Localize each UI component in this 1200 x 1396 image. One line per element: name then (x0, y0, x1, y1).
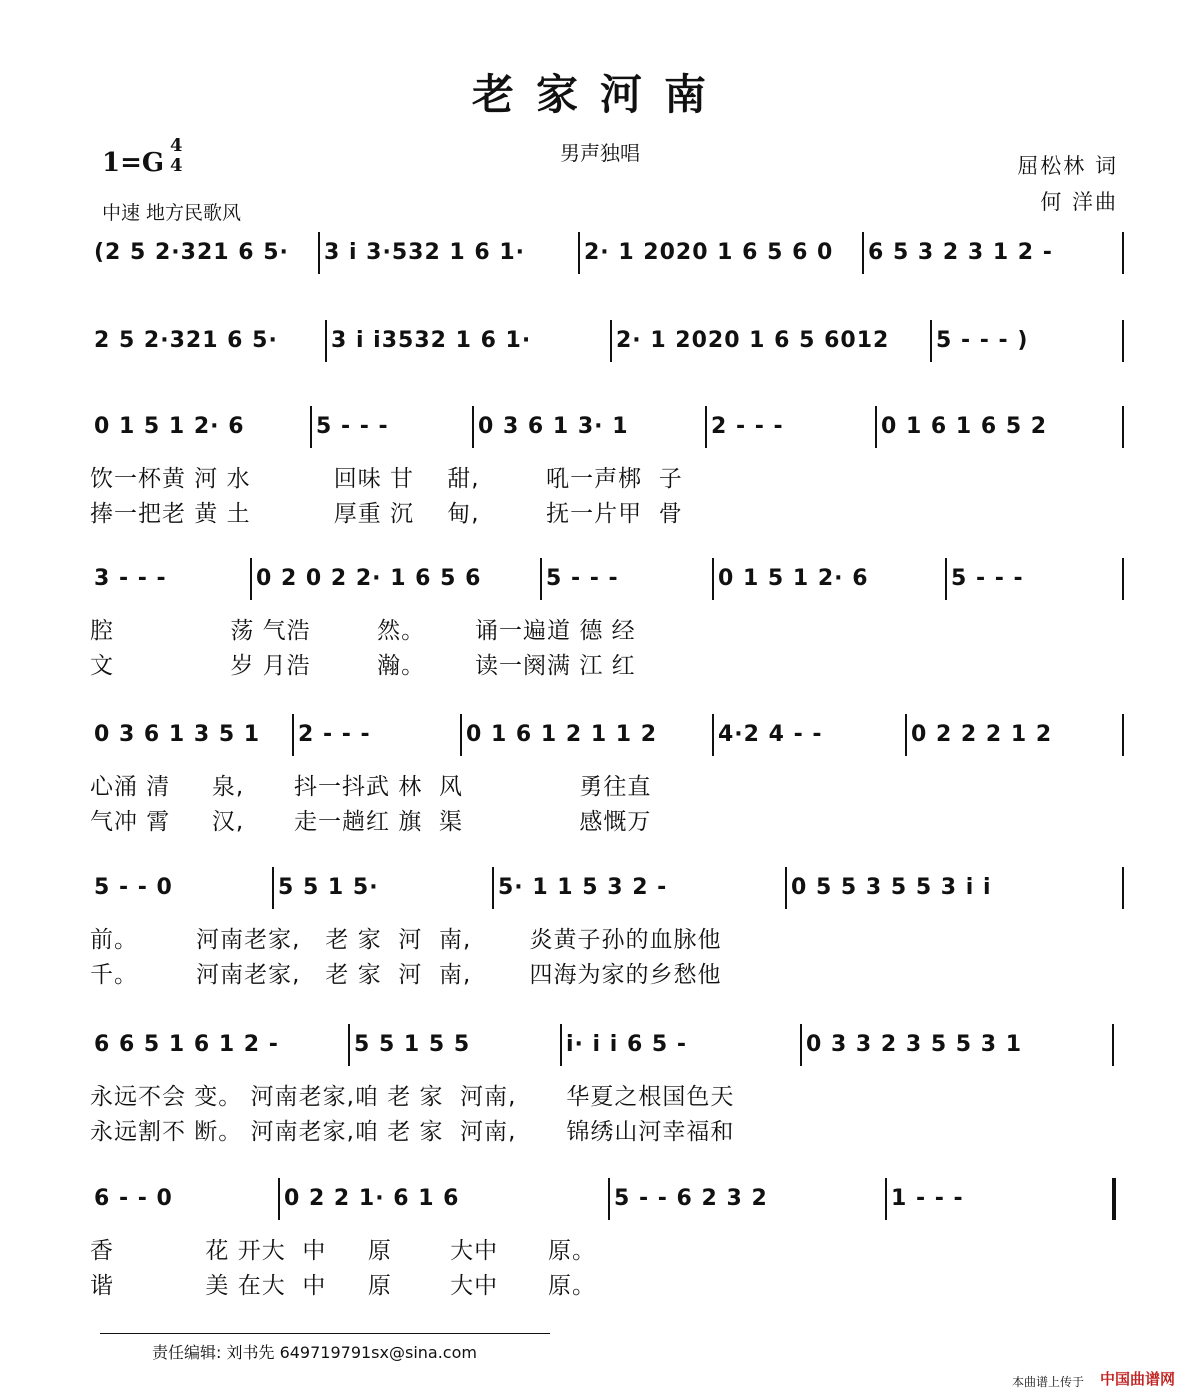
measure: 0 1 5 1 2· 6 (94, 414, 245, 439)
measure: 3 - - - (94, 566, 167, 591)
measure: 2 5 2·321 6 5· (94, 328, 278, 353)
measure: 2· 1 2020 1 6 5 6012 (616, 328, 890, 353)
time-signature (170, 136, 183, 176)
lyric-line: 心涌 清 泉, 抖一抖武 林 风 勇往直 (90, 774, 652, 800)
measure: 2 - - - (298, 722, 371, 747)
barline (492, 867, 494, 909)
barline (705, 406, 707, 448)
lyric-line: 香 花 开大 中 原 大中 原。 (90, 1238, 596, 1264)
tempo-marking: 中速 地方民歌风 (102, 202, 242, 224)
barline (905, 714, 907, 756)
barline (885, 1178, 887, 1220)
performance-type: 男声独唱 (560, 141, 640, 165)
barline (310, 406, 312, 448)
measure: 4·2 4 - - (718, 722, 823, 747)
measure: i· i i 6 5 - (566, 1032, 688, 1057)
measure: 5 - - - (316, 414, 389, 439)
measure: 5 - - 6 2 3 2 (614, 1186, 768, 1211)
measure: 5 5 1 5 5 (354, 1032, 471, 1057)
measure: 6 - - 0 (94, 1186, 173, 1211)
barline (610, 320, 612, 362)
barline (250, 558, 252, 600)
barline (875, 406, 877, 448)
footer-rule (100, 1333, 550, 1334)
measure: (2 5 2·321 6 5· (94, 240, 289, 265)
barline (318, 232, 320, 274)
barline (785, 867, 787, 909)
lyric-line: 文 岁 月浩 瀚。 读一阕满 江 红 (90, 653, 636, 679)
barline (712, 558, 714, 600)
measure: 0 1 6 1 2 1 1 2 (466, 722, 658, 747)
measure: 3 i 3·532 1 6 1· (324, 240, 526, 265)
measure: 0 1 5 1 2· 6 (718, 566, 869, 591)
barline (1122, 867, 1124, 909)
measure: 5 - - 0 (94, 875, 173, 900)
measure: 0 3 6 1 3· 1 (478, 414, 629, 439)
lyric-line: 气冲 霄 汉, 走一趟红 旗 渠 感慨万 (90, 809, 652, 835)
barline (472, 406, 474, 448)
barline (560, 1024, 562, 1066)
time-signature-top: 4 (170, 135, 183, 156)
site-logo: 中国曲谱网 (1100, 1370, 1176, 1388)
measure: 5 - - - ) (936, 328, 1029, 353)
barline (1122, 714, 1124, 756)
measure: 1 - - - (891, 1186, 964, 1211)
barline (1112, 1178, 1116, 1220)
measure: 0 5 5 3 5 5 3 i i (791, 875, 992, 900)
measure: 0 2 2 1· 6 1 6 (284, 1186, 460, 1211)
barline (712, 714, 714, 756)
barline (578, 232, 580, 274)
barline (930, 320, 932, 362)
barline (292, 714, 294, 756)
measure: 0 2 0 2 2· 1 6 5 6 (256, 566, 482, 591)
measure: 5· 1 1 5 3 2 - (498, 875, 668, 900)
time-signature-bottom: 4 (170, 155, 183, 176)
barline (862, 232, 864, 274)
lyric-line: 前。 河南老家, 老 家 河 南, 炎黄子孙的血脉他 (90, 927, 722, 953)
barline (800, 1024, 802, 1066)
barline (945, 558, 947, 600)
barline (1122, 232, 1124, 274)
barline (1122, 558, 1124, 600)
barline (325, 320, 327, 362)
barline (1122, 406, 1124, 448)
measure: 0 3 3 2 3 5 5 3 1 (806, 1032, 1023, 1057)
lyric-line: 捧一把老 黄 土 厚重 沉 甸, 抚一片甲 骨 (90, 501, 683, 527)
key-signature: 1=G (102, 148, 165, 178)
measure: 0 2 2 2 1 2 (911, 722, 1053, 747)
measure: 3 i i3532 1 6 1· (331, 328, 532, 353)
measure: 5 - - - (546, 566, 619, 591)
measure: 5 - - - (951, 566, 1024, 591)
barline (272, 867, 274, 909)
lyric-line: 腔 荡 气浩 然。 诵一遍道 德 经 (90, 618, 636, 644)
barline (278, 1178, 280, 1220)
song-title: 老家河南 (471, 70, 728, 119)
barline (1122, 320, 1124, 362)
lyric-line: 千。 河南老家, 老 家 河 南, 四海为家的乡愁他 (90, 962, 722, 988)
measure: 2 - - - (711, 414, 784, 439)
barline (1112, 1024, 1114, 1066)
measure: 6 5 3 2 3 1 2 - (868, 240, 1053, 265)
editor-credit: 责任编辑: 刘书先 649719791sx@sina.com (152, 1343, 477, 1362)
barline (460, 714, 462, 756)
measure: 6 6 5 1 6 1 2 - (94, 1032, 279, 1057)
upload-note: 本曲谱上传于 (1012, 1375, 1085, 1389)
measure: 5 5 1 5· (278, 875, 379, 900)
lyric-line: 永远不会 变。 河南老家,咱 老 家 河南, 华夏之根国色天 (90, 1084, 735, 1110)
composer-credit: 何 洋曲 (1040, 190, 1118, 214)
lyric-line: 永远割不 断。 河南老家,咱 老 家 河南, 锦绣山河幸福和 (90, 1119, 735, 1145)
lyric-line: 饮一杯黄 河 水 回味 甘 甜, 吼一声梆 子 (90, 466, 683, 492)
lyric-line: 谐 美 在大 中 原 大中 原。 (90, 1273, 596, 1299)
measure: 0 1 6 1 6 5 2 (881, 414, 1048, 439)
lyricist-credit: 屈松林 词 (1017, 154, 1118, 178)
barline (348, 1024, 350, 1066)
barline (608, 1178, 610, 1220)
measure: 2· 1 2020 1 6 5 6 0 (584, 240, 834, 265)
measure: 0 3 6 1 3 5 1 (94, 722, 261, 747)
barline (540, 558, 542, 600)
